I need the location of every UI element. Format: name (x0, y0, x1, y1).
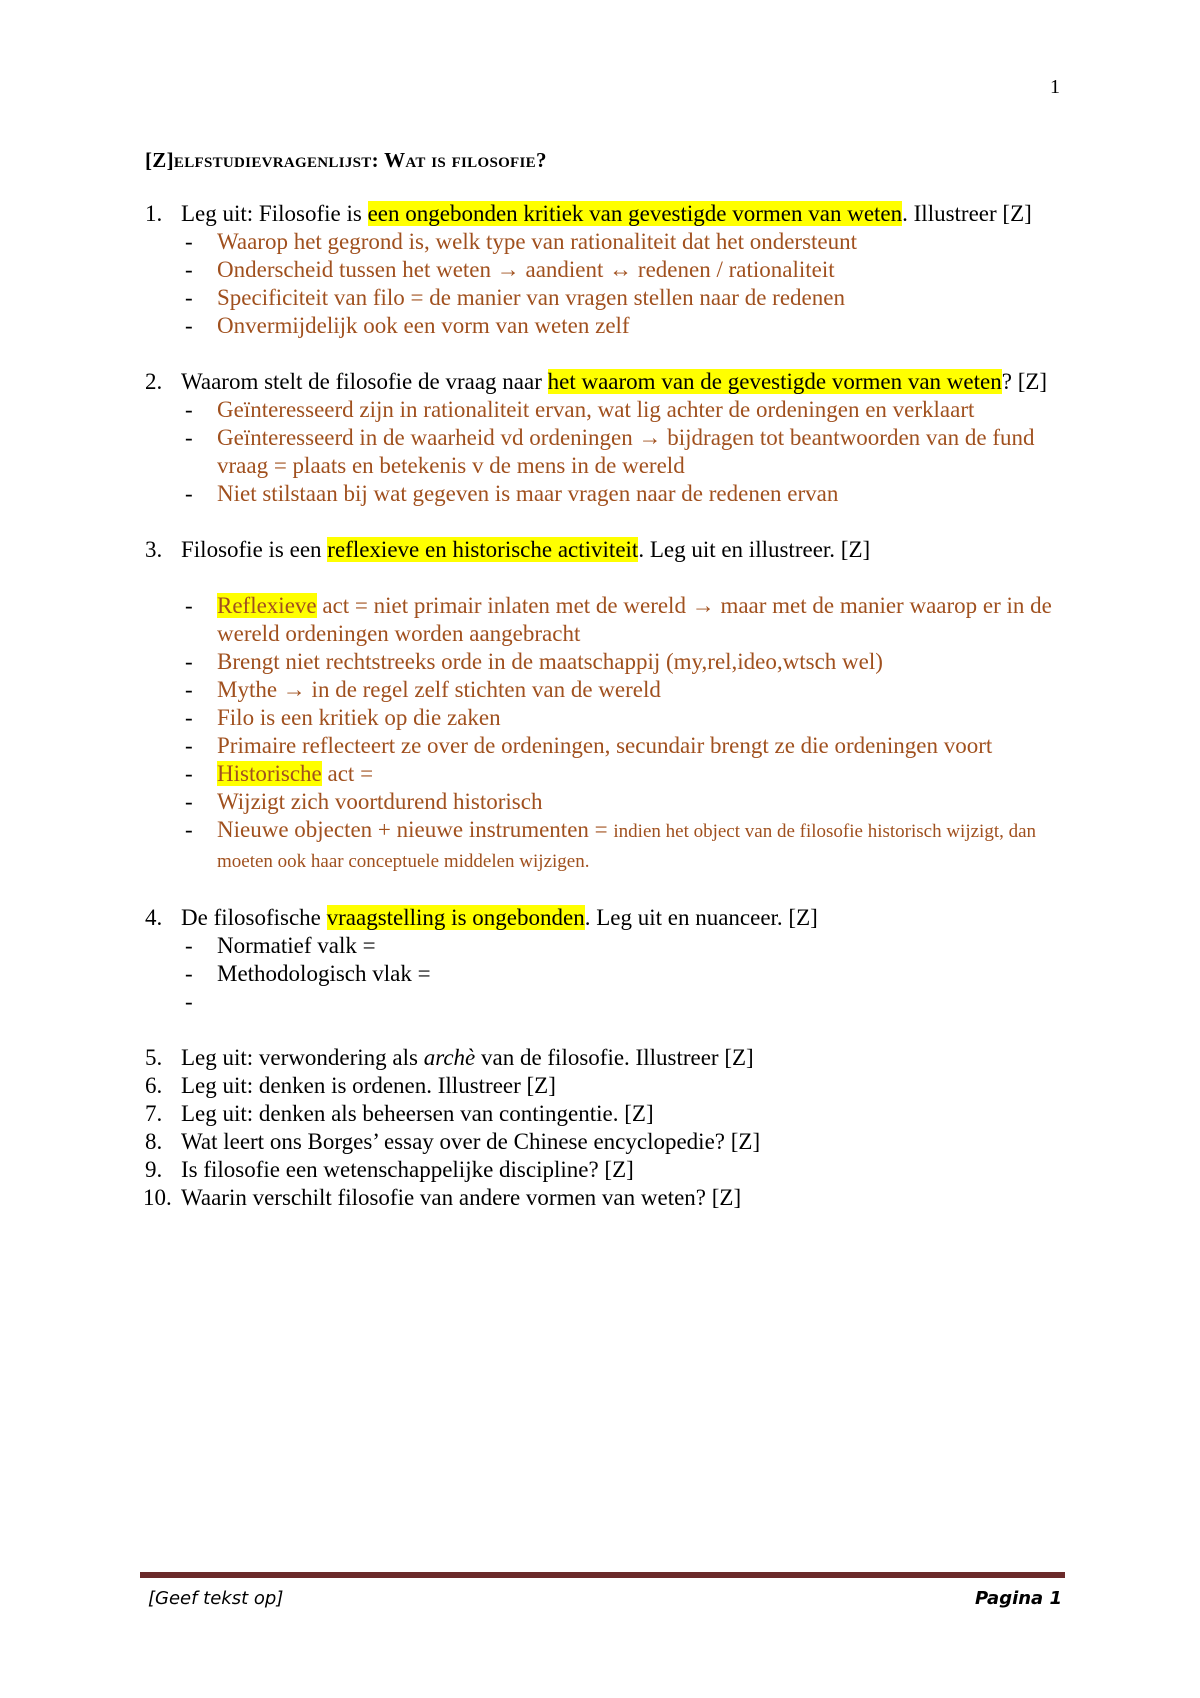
answer-item: - Primaire reflecteert ze over de ordeningen, secundair brengt ze die ordeningen voort (185, 733, 993, 758)
answer-item: - Wijzigt zich voortdurend historisch (185, 789, 543, 814)
answer-item: - (185, 989, 193, 1014)
answer-item: - Geïnteresseerd in de waarheid vd ordeningen → bijdragen tot beantwoorden van de fund vraag = plaats en betekenis v de mens in de wereld (185, 425, 1035, 478)
answer-item: - Reflexieve act = niet primair inlaten met de wereld → maar met de manier waarop er in de wereld ordeningen worden aangebracht (185, 593, 1052, 646)
footer-divider (140, 1572, 1065, 1578)
question-4: 4. De filosofische vraagstelling is ongebonden. Leg uit en nuanceer. [Z] (145, 905, 818, 930)
answer-item: - Mythe → in de regel zelf stichten van de wereld (185, 677, 661, 702)
highlight: vraagstelling is ongebonden (326, 905, 585, 930)
footer-placeholder-text: [Geef tekst op] (148, 1588, 284, 1609)
answer-item: - Waarop het gegrond is, welk type van rationaliteit dat het ondersteunt (185, 229, 858, 254)
question-list (145, 200, 1065, 1212)
question-5: 5. Leg uit: verwondering als archè van de filosofie. Illustreer [Z] (145, 1045, 754, 1070)
highlight: reflexieve en historische activiteit (327, 537, 639, 562)
question-2: 2. Waarom stelt de filosofie de vraag naar het waarom van de gevestigde vormen van weten? [Z] (145, 369, 1048, 394)
answer-item: - Brengt niet rechtstreeks orde in de maatschappij (my,rel,ideo,wtsch wel) (185, 649, 883, 674)
answer-item: - Historische act = (185, 761, 374, 786)
page-title: [Z]elfstudievragenlijst: Wat is filosofie? (145, 148, 547, 172)
highlight: een ongebonden kritiek van gevestigde vormen van weten (367, 201, 903, 226)
footer-page-label: Pagina 1 (975, 1588, 1062, 1609)
question-1: 1. Leg uit: Filosofie is een ongebonden kritiek van gevestigde vormen van weten. Illustreer [Z] (145, 201, 1032, 226)
answer-item: - Onvermijdelijk ook een vorm van weten zelf (185, 313, 630, 338)
answer-item: - Specificiteit van filo = de manier van vragen stellen naar de redenen (185, 285, 845, 310)
answer-item: - Nieuwe objecten + nieuwe instrumenten = indien het object van de filosofie historisch wijzigt, dan moeten ook haar conceptuele middelen wijzigen. (185, 817, 1037, 872)
question-6: 6. Leg uit: denken is ordenen. Illustreer [Z] (145, 1073, 556, 1098)
page-number: 1 (1050, 76, 1060, 98)
answer-item: - Filo is een kritiek op die zaken (185, 705, 501, 730)
question-7: 7. Leg uit: denken als beheersen van contingentie. [Z] (145, 1101, 654, 1126)
question-3: 3. Filosofie is een reflexieve en historische activiteit. Leg uit en illustreer. [Z] (145, 537, 871, 562)
answer-item: - Normatief valk = (185, 933, 376, 958)
answer-item: - Niet stilstaan bij wat gegeven is maar vragen naar de redenen ervan (185, 481, 839, 506)
answer-item: - Onderscheid tussen het weten → aandient ↔ redenen / rationaliteit (185, 257, 835, 282)
highlight: het waarom van de gevestigde vormen van weten (547, 369, 1002, 394)
answer-item: - Methodologisch vlak = (185, 961, 431, 986)
answer-item: - Geïnteresseerd zijn in rationaliteit ervan, wat lig achter de ordeningen en verklaart (185, 397, 975, 422)
question-8: 8. Wat leert ons Borges’ essay over de Chinese encyclopedie? [Z] (145, 1129, 761, 1154)
question-9: 9. Is filosofie een wetenschappelijke discipline? [Z] (145, 1157, 634, 1182)
question-10: 10. Waarin verschilt filosofie van andere vormen van weten? [Z] (143, 1185, 742, 1210)
